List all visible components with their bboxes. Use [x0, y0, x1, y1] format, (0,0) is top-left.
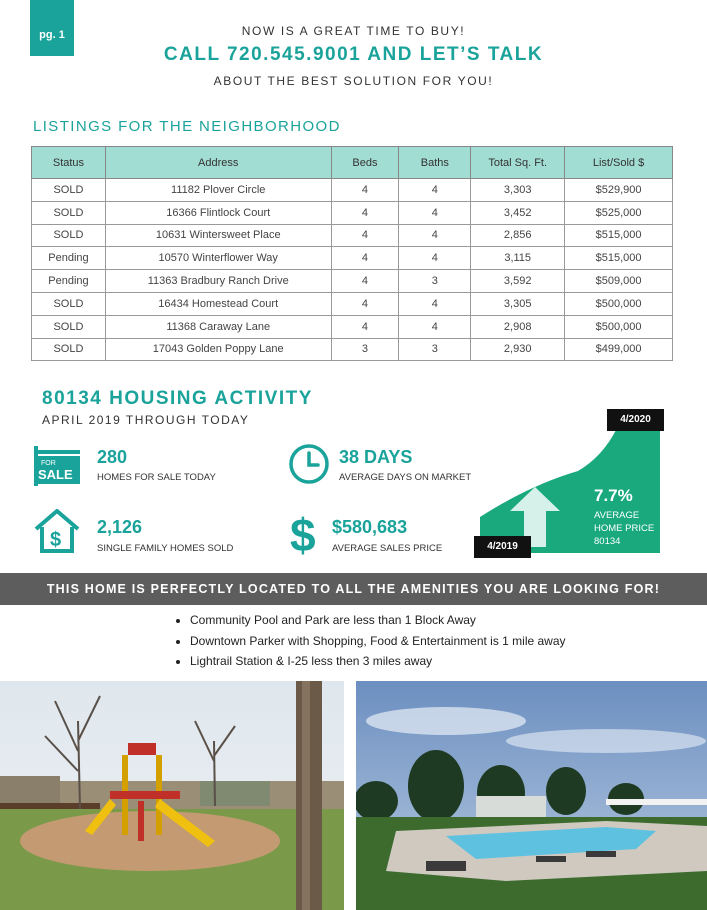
- cell-address: 11368 Caraway Lane: [105, 315, 331, 338]
- homes-for-sale-value: 280: [97, 447, 128, 467]
- homes-sold-label: SINGLE FAMILY HOMES SOLD: [97, 543, 234, 554]
- amenities-banner: THIS HOME IS PERFECTLY LOCATED TO ALL THE AMENITIES YOU ARE LOOKING FOR!: [0, 573, 707, 605]
- list-item: • Downtown Parker with Shopping, Food & Entertainment is 1 mile away: [190, 631, 566, 652]
- table-row: [32, 179, 673, 202]
- page-number-badge: pg. 1: [30, 0, 74, 56]
- cell-beds: 4: [331, 247, 399, 270]
- header-call-to-action: CALL 720.545.9001 AND LET’S TALK: [163, 44, 544, 65]
- cell-baths: 3: [399, 270, 471, 293]
- cell-address: 11182 Plover Circle: [105, 179, 331, 202]
- cell-price: $515,000: [565, 247, 673, 270]
- cell-sqft: 2,930: [471, 338, 565, 361]
- cell-sqft: 3,592: [471, 270, 565, 293]
- homes-for-sale-label: HOMES FOR SALE TODAY: [97, 472, 216, 483]
- svg-text:$: $: [50, 529, 62, 551]
- days-on-market-value: 38 DAYS: [339, 447, 413, 467]
- cell-status: SOLD: [32, 201, 106, 224]
- price-change-label-line: AVERAGE: [594, 510, 640, 521]
- cell-beds: 4: [331, 315, 399, 338]
- cell-address: 17043 Golden Poppy Lane: [105, 338, 331, 361]
- housing-activity-title: 80134 HOUSING ACTIVITY: [42, 388, 313, 409]
- price-change-percent: 7.7%: [594, 486, 633, 505]
- header-tagline: NOW IS A GREAT TIME TO BUY!: [241, 24, 466, 38]
- cell-status: SOLD: [32, 179, 106, 202]
- column-header-address: Address: [105, 147, 331, 179]
- cell-address: 16366 Flintlock Court: [105, 201, 331, 224]
- column-header-sqft: Total Sq. Ft.: [471, 147, 565, 179]
- for-sale-sign-bottom-text: SALE: [38, 467, 73, 482]
- cell-beds: 4: [331, 292, 399, 315]
- cell-price: $529,900: [565, 179, 673, 202]
- cell-address: 10631 Wintersweet Place: [105, 224, 331, 247]
- cell-baths: 4: [399, 224, 471, 247]
- cell-status: Pending: [32, 270, 106, 293]
- homes-sold-value: 2,126: [97, 517, 143, 537]
- housing-activity-subtitle: APRIL 2019 THROUGH TODAY: [42, 413, 250, 427]
- cell-status: Pending: [32, 247, 106, 270]
- cell-sqft: 2,856: [471, 224, 565, 247]
- for-sale-sign-top-text: FOR: [41, 460, 56, 467]
- table-row: [32, 338, 673, 361]
- amenities-list: [170, 610, 566, 672]
- cell-baths: 3: [399, 338, 471, 361]
- table-row: [32, 247, 673, 270]
- table-row: [32, 270, 673, 293]
- price-change-label-line: 80134: [594, 536, 621, 547]
- cell-status: SOLD: [32, 338, 106, 361]
- table-row: [32, 224, 673, 247]
- dollar-sign-icon: [288, 508, 324, 558]
- cell-status: SOLD: [32, 292, 106, 315]
- column-header-beds: Beds: [331, 147, 399, 179]
- table-header-row: [32, 147, 673, 179]
- table-row: [32, 315, 673, 338]
- sales-price-label: AVERAGE SALES PRICE: [332, 543, 443, 554]
- cell-address: 16434 Homestead Court: [105, 292, 331, 315]
- column-header-baths: Baths: [399, 147, 471, 179]
- cell-status: SOLD: [32, 315, 106, 338]
- clock-icon: [288, 443, 330, 485]
- cell-price: $525,000: [565, 201, 673, 224]
- house-dollar-icon: [32, 507, 82, 555]
- cell-beds: 4: [331, 179, 399, 202]
- cell-price: $509,000: [565, 270, 673, 293]
- end-date-tag: 4/2020: [607, 409, 664, 431]
- list-item: • Lightrail Station & I-25 less then 3 miles away: [190, 651, 566, 672]
- listings-table: [31, 146, 673, 361]
- table-row: [32, 201, 673, 224]
- header-subline: ABOUT THE BEST SOLUTION FOR YOU!: [213, 74, 494, 88]
- cell-beds: 4: [331, 270, 399, 293]
- days-on-market-label: AVERAGE DAYS ON MARKET: [339, 472, 472, 483]
- table-row: [32, 292, 673, 315]
- cell-price: $500,000: [565, 292, 673, 315]
- price-change-label-line: HOME PRICE: [594, 523, 655, 534]
- cell-beds: 4: [331, 201, 399, 224]
- cell-sqft: 3,305: [471, 292, 565, 315]
- cell-sqft: 3,452: [471, 201, 565, 224]
- cell-baths: 4: [399, 292, 471, 315]
- cell-price: $515,000: [565, 224, 673, 247]
- cell-sqft: 3,115: [471, 247, 565, 270]
- pool-photo: [356, 681, 707, 910]
- cell-baths: 4: [399, 315, 471, 338]
- list-item: • Community Pool and Park are less than 1 Block Away: [190, 610, 566, 631]
- cell-price: $500,000: [565, 315, 673, 338]
- cell-beds: 3: [331, 338, 399, 361]
- cell-address: 11363 Bradbury Ranch Drive: [105, 270, 331, 293]
- cell-baths: 4: [399, 247, 471, 270]
- column-header-status: Status: [32, 147, 106, 179]
- listings-title: LISTINGS FOR THE NEIGHBORHOOD: [33, 118, 341, 135]
- sales-price-value: $580,683: [332, 517, 408, 537]
- cell-price: $499,000: [565, 338, 673, 361]
- cell-sqft: 3,303: [471, 179, 565, 202]
- cell-address: 10570 Winterflower Way: [105, 247, 331, 270]
- cell-beds: 4: [331, 224, 399, 247]
- start-date-tag: 4/2019: [474, 536, 531, 558]
- cell-status: SOLD: [32, 224, 106, 247]
- cell-baths: 4: [399, 201, 471, 224]
- cell-sqft: 2,908: [471, 315, 565, 338]
- column-header-price: List/Sold $: [565, 147, 673, 179]
- cell-baths: 4: [399, 179, 471, 202]
- playground-photo: [0, 681, 344, 910]
- svg-text:$: $: [290, 509, 316, 558]
- for-sale-sign-icon: [32, 446, 80, 486]
